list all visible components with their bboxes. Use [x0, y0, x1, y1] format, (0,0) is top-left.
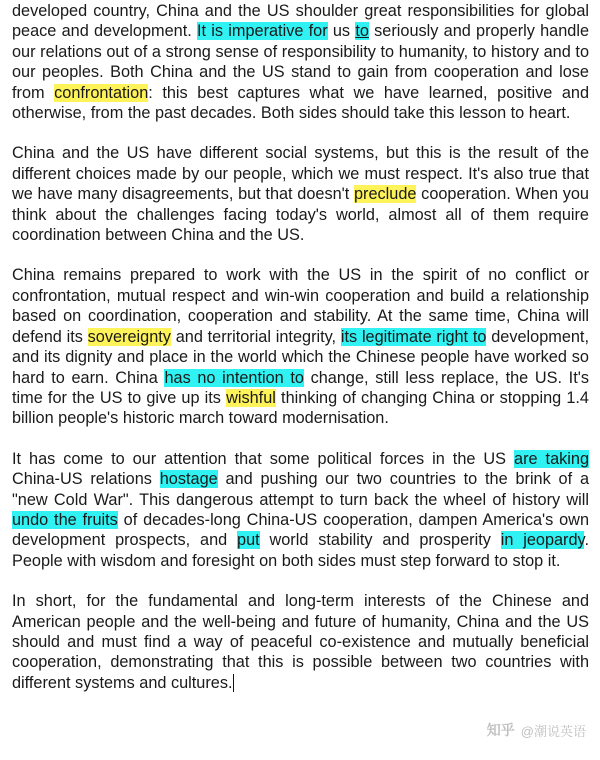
text-run: : this best captures what we have learned, positive and otherwise, from the past decades. Both sides should take this lesson to heart. — [12, 83, 589, 123]
text-run: development, and its dignity and place in the world which the Chinese people have worked so hard to earn. China — [12, 327, 589, 387]
highlight-cyan: It is imperative for — [197, 22, 328, 41]
text-run: change, still less replace, the US. It's time for the US to give up its — [12, 368, 589, 407]
text-run: developed country, China and the US shoulder great responsibilities for global peace and development. — [12, 2, 589, 41]
text-run: cooperation. When you think about the challenges facing today's world, almost all of them require coordination between China and the US. — [12, 185, 589, 245]
highlight-yellow: sovereignty — [87, 327, 171, 346]
text-run: us — [327, 22, 356, 41]
watermark — [487, 720, 586, 740]
highlight-cyan: are taking — [514, 449, 589, 468]
highlight-yellow: confrontation — [54, 83, 149, 102]
highlight-cyan: its legitimate right to — [340, 327, 487, 346]
highlight-yellow: wishful — [226, 388, 276, 407]
highlight-cyan: to — [355, 22, 369, 41]
text-cursor — [233, 674, 234, 692]
text-run: and territorial integrity, — [170, 327, 341, 346]
highlight-cyan: has no intention to — [164, 368, 304, 387]
text-run: thinking of changing China or stopping 1.4 billion people's historic march toward modernisation. — [12, 388, 589, 428]
paragraph-5[interactable] — [12, 591, 589, 693]
highlight-cyan: put — [237, 531, 260, 550]
paragraph-3[interactable] — [12, 265, 589, 428]
text-run: . People with wisdom and foresight on both sides must step forward to stop it. — [12, 531, 589, 570]
text-run: of decades-long China-US cooperation, dampen America's own development prospects, and — [12, 510, 589, 550]
text-run: world stability and prosperity — [259, 531, 501, 550]
highlight-yellow: preclude — [354, 185, 417, 204]
paragraph-4[interactable] — [12, 449, 589, 571]
text-run: China-US relations — [12, 470, 160, 489]
highlight-cyan: hostage — [159, 470, 218, 489]
watermark-site: 知乎 — [486, 722, 515, 738]
document-body — [12, 0, 589, 713]
text-run: seriously and properly handle our relations out of a strong sense of responsibility to humanity, to history and to our peoples. Both China and the US stand to gain from cooperation and lose from — [12, 22, 589, 102]
text-run: and pushing our two countries to the brink of a "new Cold War". This dangerous attempt to turn back the wheel of history will — [12, 470, 589, 509]
text-run: China and the US have different social systems, but this is the result of the different choices made by our people, which we must respect. It's also true that we have many disagreements, but that doesn't — [12, 144, 589, 204]
text-run: It has come to our attention that some political forces in the US — [12, 449, 515, 468]
highlight-cyan: undo the fruits — [12, 510, 118, 529]
paragraph-1[interactable] — [12, 1, 589, 123]
paragraph-2[interactable] — [12, 143, 589, 245]
text-run: China remains prepared to work with the US in the spirit of no conflict or confrontation, mutual respect and win-win cooperation and build a relationship based on coordination, cooperation and stability. At the same time, China will defend its — [12, 266, 589, 346]
text-run: In short, for the fundamental and long-term interests of the Chinese and American people and the well-being and future of humanity, China and the US should and must find a way of peaceful co-existence and mutually beneficial cooperation, demonstrating that this is possible between two countries with different systems and cultures. — [12, 592, 589, 692]
highlight-cyan: in jeopardy — [500, 531, 585, 550]
watermark-author: @潮说英语 — [520, 723, 586, 739]
